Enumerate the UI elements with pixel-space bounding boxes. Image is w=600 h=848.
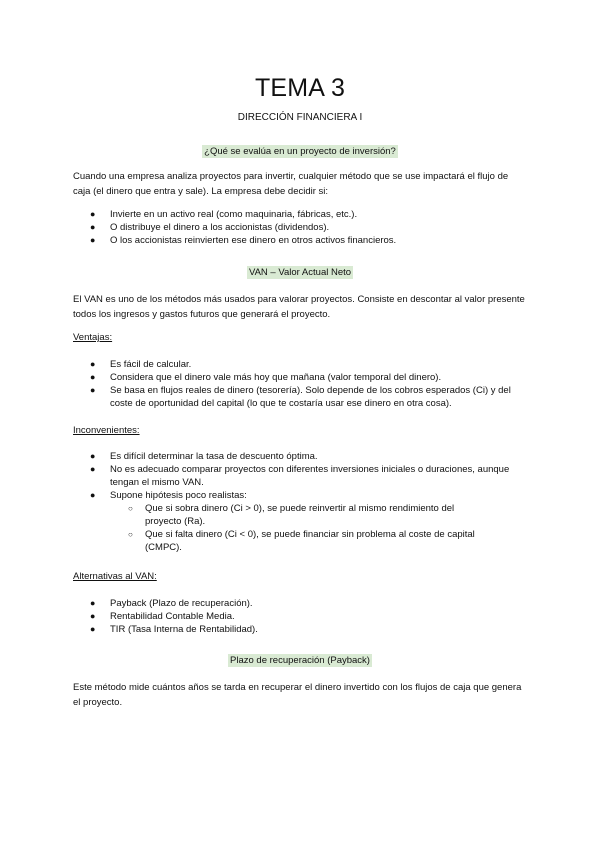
list-item: ● Considera que el dinero vale más hoy que mañana (valor temporal del dinero). xyxy=(90,372,442,383)
sub-list-item: ○ Que si falta dinero (Ci < 0), se puede financiar sin problema al coste de capital (CMPC). xyxy=(128,529,475,553)
sub-list-item: ○ Que si sobra dinero (Ci > 0), se puede reinvertir al mismo rendimiento del proyecto (Ra). xyxy=(128,503,455,527)
paragraph-payback: Este método mide cuántos años se tarda en recuperar el dinero invertido con los flujos de caja que genera el proyecto. xyxy=(73,682,522,708)
circle-bullet-icon: ○ xyxy=(128,530,133,539)
list-item: ● Invierte en un activo real (como maquinaria, fábricas, etc.). xyxy=(90,209,358,220)
list-item: ● No es adecuado comparar proyectos con diferentes inversiones iniciales o duraciones, aunque tengan el mismo VAN. xyxy=(90,464,510,488)
bullet-icon: ● xyxy=(90,222,96,232)
bullet-icon: ● xyxy=(90,372,96,382)
bullet-icon: ● xyxy=(90,451,96,461)
section-heading-text: VAN – Valor Actual Neto xyxy=(248,267,352,278)
sublist-hipotesis xyxy=(110,502,530,554)
bullet-icon: ● xyxy=(90,598,96,608)
bullet-icon: ● xyxy=(90,359,96,369)
section-heading-payback xyxy=(0,655,600,666)
list-alternativas xyxy=(0,597,600,636)
list-item: ● Rentabilidad Contable Media. xyxy=(90,611,235,622)
label-inconvenientes: Inconvenientes: xyxy=(73,425,140,436)
paragraph-evaluacion: Cuando una empresa analiza proyectos para invertir, cualquier método que se use impactará el flujo de caja (el dinero que entra y sale). La empresa debe decidir si: xyxy=(73,171,509,197)
list-item: ● Es difícil determinar la tasa de descuento óptima. xyxy=(90,451,318,462)
label-alternativas: Alternativas al VAN: xyxy=(73,571,157,582)
list-ventajas xyxy=(0,358,600,410)
list-inconvenientes xyxy=(0,450,600,554)
list-item: ● O distribuye el dinero a los accionistas (dividendos). xyxy=(90,222,330,233)
section-heading-van xyxy=(0,267,600,278)
list-item: ● Payback (Plazo de recuperación). xyxy=(90,598,253,609)
circle-bullet-icon: ○ xyxy=(128,504,133,513)
list-item: ● TIR (Tasa Interna de Rentabilidad). xyxy=(90,624,258,635)
bullet-icon: ● xyxy=(90,385,96,395)
paragraph-van: El VAN es uno de los métodos más usados para valorar proyectos. Consiste en descontar al valor presente todos los ingresos y gastos futuros que generará el proyecto. xyxy=(73,294,525,320)
list-item: ● Supone hipótesis poco realistas: ○ Que si sobra dinero (Ci > 0), se puede reinvertir al mismo rendimiento del proyecto (Ra). ○ Que si falta dinero (Ci < 0), se puede financiar sin problema al coste de capital (CMPC). xyxy=(0,489,530,554)
bullet-icon: ● xyxy=(90,209,96,219)
bullet-icon: ● xyxy=(90,611,96,621)
section-heading-evaluacion xyxy=(0,146,600,157)
list-evaluacion xyxy=(0,208,600,247)
bullet-icon: ● xyxy=(90,464,96,474)
page-subtitle: DIRECCIÓN FINANCIERA I xyxy=(237,112,363,123)
page-title: TEMA 3 xyxy=(254,74,346,102)
label-ventajas: Ventajas: xyxy=(73,332,113,343)
section-heading-text: ¿Qué se evalúa en un proyecto de inversión? xyxy=(204,146,396,157)
bullet-icon: ● xyxy=(90,624,96,634)
list-item: ● O los accionistas reinvierten ese dinero en otros activos financieros. xyxy=(90,235,397,246)
bullet-icon: ● xyxy=(90,235,96,245)
section-heading-text: Plazo de recuperación (Payback) xyxy=(230,655,370,666)
list-item: ● Se basa en flujos reales de dinero (tesorería). Solo depende de los cobros esperados (Ci) y del coste de oportunidad del capital (lo que te costaría usar ese dinero en otra cosa). xyxy=(90,385,511,409)
bullet-icon: ● xyxy=(90,490,96,500)
list-item: ● Es fácil de calcular. xyxy=(90,359,192,370)
